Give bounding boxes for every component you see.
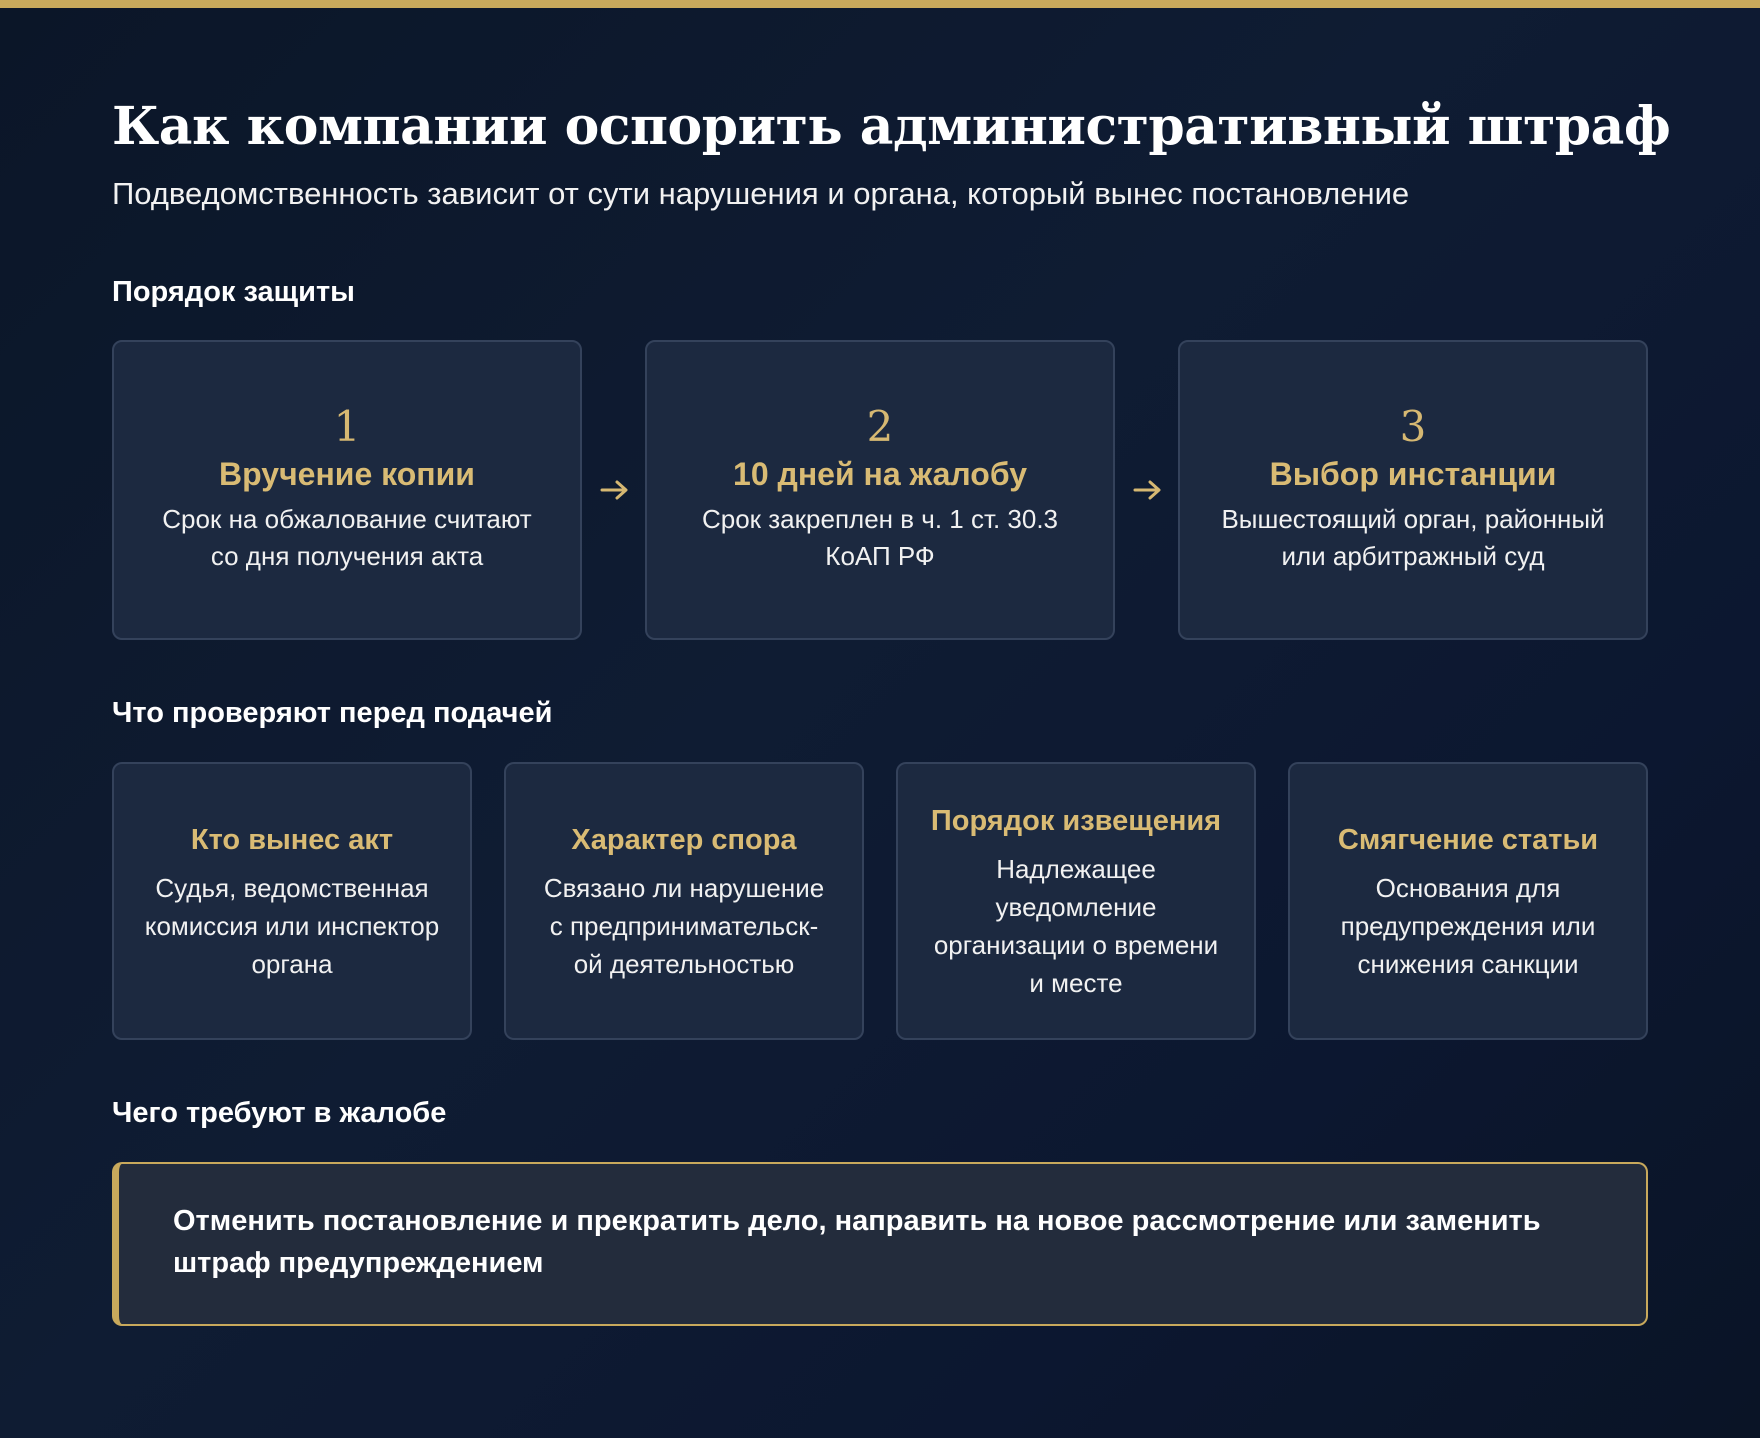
section-title-checks: Что проверяют перед подачей	[112, 697, 553, 729]
step-card-3	[1178, 340, 1648, 640]
check-card-3	[896, 762, 1256, 1040]
check-title: Кто вынес акт	[190, 824, 394, 856]
check-card-2	[504, 762, 864, 1040]
demand-text: Отменить постановление и прекратить дело, направить на новое рассмотрение или заменить штраф предупреждением	[173, 1205, 1541, 1279]
step-title: Вручение копии	[219, 456, 475, 492]
step-number: 2	[866, 402, 894, 451]
page-subtitle: Подведомственность зависит от сути нарушения и органа, который вынес постановление	[112, 176, 1410, 211]
step-title: 10 дней на жалобу	[733, 456, 1027, 492]
step-title: Выбор инстанции	[1269, 456, 1557, 492]
step-number: 3	[1399, 402, 1427, 451]
step-card-1	[112, 340, 582, 640]
step-text: Срок на обжалование считают со дня получения акта	[162, 504, 532, 571]
check-text: Основания для предупреждения или снижения санкции	[1340, 873, 1596, 979]
step-text: Вышестоящий орган, районный или арбитражный суд	[1221, 504, 1605, 571]
arrow-right-icon	[599, 474, 631, 506]
step-card-2	[645, 340, 1115, 640]
arrow-right-icon	[1132, 474, 1164, 506]
check-title: Характер спора	[571, 824, 797, 856]
check-text: Связано ли нарушение с предпринимательск-ой деятельностью	[543, 873, 825, 979]
check-card-4	[1288, 762, 1648, 1040]
demand-callout	[112, 1162, 1648, 1326]
top-accent-bar	[0, 0, 1760, 8]
step-number: 1	[333, 402, 361, 451]
check-card-1	[112, 762, 472, 1040]
step-text: Срок закреплен в ч. 1 ст. 30.3 КоАП РФ	[701, 504, 1059, 571]
page-title: Как компании оспорить административный штраф	[112, 96, 1671, 157]
section-title-demands: Чего требуют в жалобе	[112, 1097, 447, 1129]
check-text: Судья, ведомственная комиссия или инспектор органа	[144, 873, 440, 979]
check-title: Смягчение статьи	[1337, 824, 1599, 856]
check-title: Порядок извещения	[930, 805, 1222, 837]
section-title-procedure: Порядок защиты	[112, 276, 355, 308]
check-text: Надлежащее уведомление организации о времени и месте	[933, 854, 1219, 998]
